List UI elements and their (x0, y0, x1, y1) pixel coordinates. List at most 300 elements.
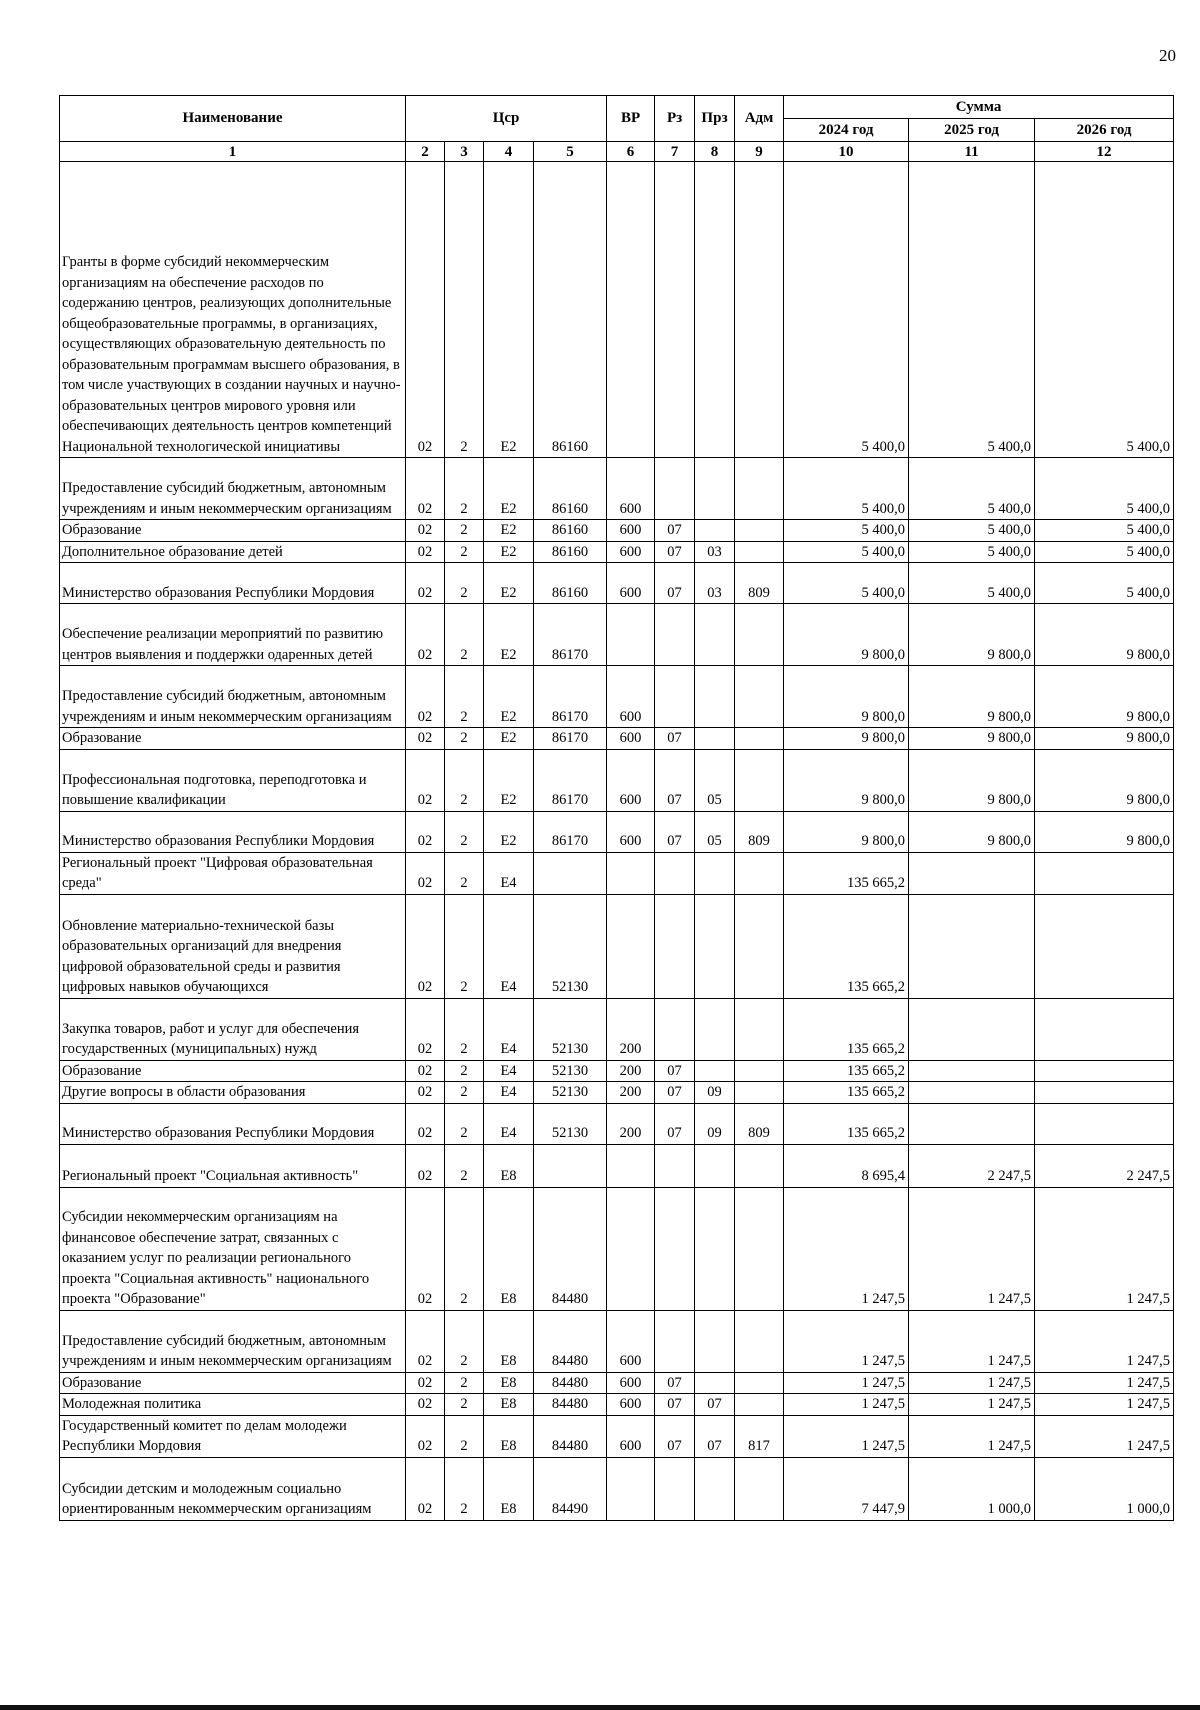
cell-csr-4: Е4 (484, 1082, 534, 1104)
cell-csr-2: 02 (406, 1457, 445, 1520)
cell-rz (655, 998, 695, 1060)
cell-sum-2024: 1 247,5 (784, 1372, 909, 1394)
cell-sum-2025: 1 000,0 (909, 1457, 1035, 1520)
cell-vr: 200 (607, 998, 655, 1060)
cell-csr-5: 52130 (534, 1103, 607, 1144)
header-vr: ВР (607, 96, 655, 142)
cell-prz: 03 (695, 563, 735, 604)
cell-sum-2026: 1 247,5 (1035, 1372, 1174, 1394)
cell-adm (735, 1372, 784, 1394)
cell-vr: 600 (607, 749, 655, 811)
cell-vr (607, 1144, 655, 1187)
cell-sum-2026: 1 247,5 (1035, 1310, 1174, 1372)
cell-csr-4: Е2 (484, 604, 534, 666)
cell-sum-2025: 1 247,5 (909, 1394, 1035, 1416)
cell-csr-2: 02 (406, 520, 445, 542)
cell-rz: 07 (655, 728, 695, 750)
cell-sum-2024: 135 665,2 (784, 894, 909, 998)
cell-rz (655, 458, 695, 520)
table-row (60, 749, 1174, 811)
cell-csr-2: 02 (406, 1082, 445, 1104)
cell-csr-3: 2 (445, 852, 484, 894)
cell-name: Другие вопросы в области образования (60, 1082, 406, 1104)
cell-prz: 07 (695, 1394, 735, 1416)
table-row (60, 1415, 1174, 1457)
cell-csr-2: 02 (406, 1310, 445, 1372)
table-row (60, 894, 1174, 998)
cell-csr-3: 2 (445, 563, 484, 604)
cell-sum-2025: 1 247,5 (909, 1372, 1035, 1394)
cell-sum-2024: 5 400,0 (784, 541, 909, 563)
cell-name: Дополнительное образование детей (60, 541, 406, 563)
header-year-2024: 2024 год (784, 119, 909, 142)
cell-adm (735, 1457, 784, 1520)
cell-name: Предоставление субсидий бюджетным, автономным учреждениям и иным некоммерческим организациям (60, 666, 406, 728)
col-number-12: 12 (1035, 142, 1174, 162)
cell-sum-2025 (909, 998, 1035, 1060)
cell-csr-3: 2 (445, 1144, 484, 1187)
cell-csr-3: 2 (445, 998, 484, 1060)
cell-sum-2026: 5 400,0 (1035, 162, 1174, 458)
cell-sum-2024: 5 400,0 (784, 162, 909, 458)
col-number-8: 8 (695, 142, 735, 162)
header-year-2025: 2025 год (909, 119, 1035, 142)
header-name: Наименование (60, 96, 406, 142)
cell-prz (695, 1372, 735, 1394)
cell-name: Образование (60, 1060, 406, 1082)
cell-prz (695, 1187, 735, 1310)
cell-sum-2026: 9 800,0 (1035, 728, 1174, 750)
cell-csr-2: 02 (406, 894, 445, 998)
cell-csr-3: 2 (445, 749, 484, 811)
cell-csr-3: 2 (445, 1310, 484, 1372)
cell-sum-2026: 1 247,5 (1035, 1394, 1174, 1416)
cell-name: Закупка товаров, работ и услуг для обеспечения государственных (муниципальных) нужд (60, 998, 406, 1060)
header-year-2026: 2026 год (1035, 119, 1174, 142)
cell-sum-2024: 1 247,5 (784, 1310, 909, 1372)
cell-rz: 07 (655, 1060, 695, 1082)
cell-csr-4: Е2 (484, 666, 534, 728)
cell-adm: 809 (735, 1103, 784, 1144)
cell-csr-2: 02 (406, 458, 445, 520)
cell-prz (695, 458, 735, 520)
cell-rz (655, 894, 695, 998)
cell-sum-2025: 2 247,5 (909, 1144, 1035, 1187)
cell-sum-2026 (1035, 1082, 1174, 1104)
cell-csr-5: 84480 (534, 1394, 607, 1416)
cell-csr-4: Е8 (484, 1457, 534, 1520)
cell-sum-2024: 9 800,0 (784, 604, 909, 666)
cell-sum-2025: 5 400,0 (909, 162, 1035, 458)
cell-csr-5: 52130 (534, 998, 607, 1060)
header-prz: Прз (695, 96, 735, 142)
cell-prz: 03 (695, 541, 735, 563)
table-row (60, 162, 1174, 458)
cell-csr-4: Е4 (484, 998, 534, 1060)
cell-csr-4: Е2 (484, 458, 534, 520)
cell-sum-2025: 5 400,0 (909, 563, 1035, 604)
cell-sum-2025 (909, 1082, 1035, 1104)
col-number-4: 4 (484, 142, 534, 162)
cell-sum-2024: 5 400,0 (784, 458, 909, 520)
cell-name: Молодежная политика (60, 1394, 406, 1416)
col-number-6: 6 (607, 142, 655, 162)
cell-csr-2: 02 (406, 811, 445, 852)
cell-vr: 600 (607, 666, 655, 728)
cell-sum-2026: 9 800,0 (1035, 811, 1174, 852)
cell-csr-5: 86160 (534, 162, 607, 458)
cell-csr-5: 84490 (534, 1457, 607, 1520)
cell-rz (655, 1144, 695, 1187)
cell-adm (735, 162, 784, 458)
table-body (60, 162, 1174, 1521)
cell-csr-3: 2 (445, 811, 484, 852)
cell-sum-2026 (1035, 894, 1174, 998)
cell-sum-2025: 5 400,0 (909, 520, 1035, 542)
cell-name: Образование (60, 728, 406, 750)
cell-sum-2024: 1 247,5 (784, 1394, 909, 1416)
cell-csr-2: 02 (406, 1060, 445, 1082)
cell-csr-5: 52130 (534, 1082, 607, 1104)
cell-csr-4: Е2 (484, 563, 534, 604)
cell-csr-4: Е2 (484, 541, 534, 563)
table-row (60, 541, 1174, 563)
cell-csr-2: 02 (406, 1103, 445, 1144)
cell-rz: 07 (655, 541, 695, 563)
cell-csr-2: 02 (406, 998, 445, 1060)
cell-rz: 07 (655, 1415, 695, 1457)
table-row (60, 458, 1174, 520)
cell-csr-5: 86160 (534, 520, 607, 542)
cell-sum-2025: 9 800,0 (909, 811, 1035, 852)
table-row (60, 1187, 1174, 1310)
page-number: 20 (1159, 46, 1176, 65)
cell-name: Образование (60, 520, 406, 542)
cell-csr-3: 2 (445, 1082, 484, 1104)
cell-rz: 07 (655, 520, 695, 542)
col-number-10: 10 (784, 142, 909, 162)
cell-prz (695, 162, 735, 458)
cell-vr (607, 604, 655, 666)
cell-name: Субсидии некоммерческим организациям на финансовое обеспечение затрат, связанных с оказанием услуг по реализации регионального проекта "Социальная активность" национального проекта "Образование" (60, 1187, 406, 1310)
cell-csr-4: Е4 (484, 1060, 534, 1082)
cell-adm: 809 (735, 811, 784, 852)
cell-csr-5: 84480 (534, 1415, 607, 1457)
cell-rz: 07 (655, 563, 695, 604)
cell-vr: 600 (607, 563, 655, 604)
cell-name: Обеспечение реализации мероприятий по развитию центров выявления и поддержки одаренных детей (60, 604, 406, 666)
col-number-5: 5 (534, 142, 607, 162)
cell-sum-2025: 1 247,5 (909, 1415, 1035, 1457)
cell-csr-4: Е2 (484, 811, 534, 852)
cell-csr-5: 86170 (534, 749, 607, 811)
cell-sum-2024: 135 665,2 (784, 852, 909, 894)
cell-csr-4: Е8 (484, 1144, 534, 1187)
table-row (60, 1082, 1174, 1104)
cell-rz (655, 666, 695, 728)
cell-sum-2024: 9 800,0 (784, 728, 909, 750)
cell-name: Государственный комитет по делам молодежи Республики Мордовия (60, 1415, 406, 1457)
cell-sum-2026 (1035, 1103, 1174, 1144)
cell-vr: 600 (607, 458, 655, 520)
cell-csr-3: 2 (445, 1394, 484, 1416)
cell-csr-3: 2 (445, 541, 484, 563)
col-number-7: 7 (655, 142, 695, 162)
cell-name: Субсидии детским и молодежным социально ориентированным некоммерческим организациям (60, 1457, 406, 1520)
header-adm: Адм (735, 96, 784, 142)
cell-sum-2025: 1 247,5 (909, 1187, 1035, 1310)
cell-adm (735, 1082, 784, 1104)
cell-adm (735, 998, 784, 1060)
cell-csr-3: 2 (445, 458, 484, 520)
table-row (60, 1394, 1174, 1416)
cell-csr-2: 02 (406, 162, 445, 458)
cell-csr-2: 02 (406, 728, 445, 750)
table-row (60, 1103, 1174, 1144)
cell-rz (655, 1457, 695, 1520)
cell-rz (655, 1310, 695, 1372)
cell-rz: 07 (655, 811, 695, 852)
cell-csr-5: 86170 (534, 604, 607, 666)
cell-csr-5: 84480 (534, 1310, 607, 1372)
cell-csr-3: 2 (445, 162, 484, 458)
table-row (60, 666, 1174, 728)
cell-csr-3: 2 (445, 1415, 484, 1457)
cell-sum-2024: 5 400,0 (784, 520, 909, 542)
cell-name: Региональный проект "Цифровая образовательная среда" (60, 852, 406, 894)
cell-csr-2: 02 (406, 1144, 445, 1187)
cell-sum-2026 (1035, 998, 1174, 1060)
cell-adm (735, 852, 784, 894)
cell-sum-2024: 7 447,9 (784, 1457, 909, 1520)
cell-sum-2026 (1035, 852, 1174, 894)
cell-name: Обновление материально-технической базы образовательных организаций для внедрения цифровой образовательной среды и развития цифровых навыков обучающихся (60, 894, 406, 998)
cell-csr-2: 02 (406, 666, 445, 728)
cell-csr-4: Е8 (484, 1187, 534, 1310)
cell-sum-2026: 5 400,0 (1035, 520, 1174, 542)
cell-name: Образование (60, 1372, 406, 1394)
cell-adm (735, 541, 784, 563)
cell-sum-2026: 9 800,0 (1035, 666, 1174, 728)
col-number-11: 11 (909, 142, 1035, 162)
cell-sum-2026: 2 247,5 (1035, 1144, 1174, 1187)
cell-sum-2024: 1 247,5 (784, 1187, 909, 1310)
cell-prz (695, 852, 735, 894)
cell-rz: 07 (655, 1103, 695, 1144)
cell-rz: 07 (655, 1372, 695, 1394)
cell-csr-2: 02 (406, 749, 445, 811)
cell-vr: 600 (607, 811, 655, 852)
cell-csr-3: 2 (445, 520, 484, 542)
table-row (60, 998, 1174, 1060)
cell-csr-5: 52130 (534, 1060, 607, 1082)
cell-prz: 07 (695, 1415, 735, 1457)
cell-csr-5: 86170 (534, 728, 607, 750)
cell-name: Министерство образования Республики Мордовия (60, 811, 406, 852)
cell-adm (735, 1144, 784, 1187)
cell-csr-5: 52130 (534, 894, 607, 998)
cell-sum-2024: 135 665,2 (784, 998, 909, 1060)
cell-vr (607, 1187, 655, 1310)
cell-prz (695, 1310, 735, 1372)
cell-prz: 05 (695, 811, 735, 852)
cell-sum-2026: 1 247,5 (1035, 1415, 1174, 1457)
cell-csr-5: 84480 (534, 1372, 607, 1394)
cell-adm (735, 728, 784, 750)
table-row (60, 1457, 1174, 1520)
cell-sum-2025 (909, 894, 1035, 998)
cell-prz (695, 666, 735, 728)
cell-sum-2024: 135 665,2 (784, 1082, 909, 1104)
cell-name: Профессиональная подготовка, переподготовка и повышение квалификации (60, 749, 406, 811)
table-row (60, 604, 1174, 666)
cell-sum-2024: 5 400,0 (784, 563, 909, 604)
cell-sum-2025: 5 400,0 (909, 541, 1035, 563)
cell-csr-4: Е8 (484, 1415, 534, 1457)
cell-sum-2026: 5 400,0 (1035, 458, 1174, 520)
table-row (60, 728, 1174, 750)
cell-rz: 07 (655, 1082, 695, 1104)
cell-vr: 600 (607, 520, 655, 542)
budget-table (59, 95, 1174, 1521)
cell-sum-2025: 9 800,0 (909, 749, 1035, 811)
cell-prz (695, 998, 735, 1060)
cell-sum-2025 (909, 1060, 1035, 1082)
cell-sum-2024: 135 665,2 (784, 1103, 909, 1144)
cell-adm (735, 520, 784, 542)
cell-vr (607, 162, 655, 458)
cell-sum-2024: 9 800,0 (784, 666, 909, 728)
cell-adm (735, 458, 784, 520)
cell-csr-4: Е8 (484, 1394, 534, 1416)
cell-sum-2026: 5 400,0 (1035, 563, 1174, 604)
cell-sum-2024: 8 695,4 (784, 1144, 909, 1187)
scan-edge (0, 1705, 1200, 1710)
cell-sum-2026: 9 800,0 (1035, 604, 1174, 666)
cell-csr-3: 2 (445, 666, 484, 728)
cell-vr: 600 (607, 728, 655, 750)
cell-adm (735, 894, 784, 998)
header-csr: Цср (406, 96, 607, 142)
cell-csr-3: 2 (445, 604, 484, 666)
cell-csr-4: Е2 (484, 162, 534, 458)
cell-sum-2026: 5 400,0 (1035, 541, 1174, 563)
cell-prz (695, 1457, 735, 1520)
cell-adm (735, 1310, 784, 1372)
cell-csr-4: Е8 (484, 1310, 534, 1372)
cell-vr: 200 (607, 1082, 655, 1104)
cell-prz (695, 520, 735, 542)
cell-csr-4: Е2 (484, 728, 534, 750)
cell-vr (607, 894, 655, 998)
cell-csr-5: 86170 (534, 811, 607, 852)
cell-csr-3: 2 (445, 1457, 484, 1520)
cell-csr-4: Е4 (484, 1103, 534, 1144)
cell-vr: 600 (607, 1415, 655, 1457)
cell-rz: 07 (655, 1394, 695, 1416)
cell-prz (695, 894, 735, 998)
cell-vr: 200 (607, 1103, 655, 1144)
table-row (60, 811, 1174, 852)
cell-name: Министерство образования Республики Мордовия (60, 563, 406, 604)
cell-csr-2: 02 (406, 563, 445, 604)
cell-sum-2025: 1 247,5 (909, 1310, 1035, 1372)
table-row (60, 563, 1174, 604)
cell-csr-2: 02 (406, 541, 445, 563)
cell-csr-5: 86170 (534, 666, 607, 728)
cell-prz (695, 604, 735, 666)
table-row (60, 1144, 1174, 1187)
cell-prz (695, 1144, 735, 1187)
cell-csr-3: 2 (445, 1372, 484, 1394)
cell-sum-2026: 1 000,0 (1035, 1457, 1174, 1520)
col-number-9: 9 (735, 142, 784, 162)
cell-name: Министерство образования Республики Мордовия (60, 1103, 406, 1144)
cell-csr-3: 2 (445, 1103, 484, 1144)
cell-sum-2025: 9 800,0 (909, 728, 1035, 750)
cell-csr-5: 86160 (534, 563, 607, 604)
cell-csr-3: 2 (445, 1060, 484, 1082)
cell-csr-5 (534, 1144, 607, 1187)
cell-adm (735, 1187, 784, 1310)
table-row (60, 1310, 1174, 1372)
cell-sum-2025 (909, 1103, 1035, 1144)
cell-csr-2: 02 (406, 1394, 445, 1416)
cell-rz (655, 604, 695, 666)
table-row (60, 852, 1174, 894)
cell-adm (735, 604, 784, 666)
cell-csr-4: Е2 (484, 749, 534, 811)
cell-sum-2025 (909, 852, 1035, 894)
cell-name: Региональный проект "Социальная активность" (60, 1144, 406, 1187)
cell-csr-4: Е4 (484, 894, 534, 998)
table-row (60, 1060, 1174, 1082)
cell-vr: 600 (607, 1310, 655, 1372)
cell-csr-3: 2 (445, 1187, 484, 1310)
header-rz: Рз (655, 96, 695, 142)
cell-csr-2: 02 (406, 604, 445, 666)
cell-prz (695, 1060, 735, 1082)
table-row (60, 1372, 1174, 1394)
cell-adm (735, 1394, 784, 1416)
cell-rz (655, 1187, 695, 1310)
cell-sum-2026 (1035, 1060, 1174, 1082)
cell-sum-2024: 1 247,5 (784, 1415, 909, 1457)
col-number-3: 3 (445, 142, 484, 162)
cell-sum-2025: 9 800,0 (909, 604, 1035, 666)
cell-csr-2: 02 (406, 852, 445, 894)
cell-vr (607, 852, 655, 894)
cell-sum-2025: 9 800,0 (909, 666, 1035, 728)
cell-name: Гранты в форме субсидий некоммерческим организациям на обеспечение расходов по содержанию центров, реализующих дополнительные общеобразовательные программы, в организациях, осуществляющих образовательную деятельность по образовательным программам высшего образования, в том числе участвующих в создании научных и научно-образовательных центров мирового уровня или обеспечивающих деятельность центров компетенций Национальной технологической инициативы (60, 162, 406, 458)
cell-csr-3: 2 (445, 728, 484, 750)
cell-csr-4: Е4 (484, 852, 534, 894)
cell-name: Предоставление субсидий бюджетным, автономным учреждениям и иным некоммерческим организациям (60, 458, 406, 520)
cell-adm: 809 (735, 563, 784, 604)
cell-sum-2026: 1 247,5 (1035, 1187, 1174, 1310)
cell-rz (655, 162, 695, 458)
cell-vr: 600 (607, 541, 655, 563)
cell-csr-5: 86160 (534, 458, 607, 520)
cell-adm (735, 1060, 784, 1082)
cell-csr-2: 02 (406, 1187, 445, 1310)
cell-name: Предоставление субсидий бюджетным, автономным учреждениям и иным некоммерческим организациям (60, 1310, 406, 1372)
cell-sum-2025: 5 400,0 (909, 458, 1035, 520)
cell-vr (607, 1457, 655, 1520)
cell-vr: 200 (607, 1060, 655, 1082)
cell-sum-2024: 9 800,0 (784, 811, 909, 852)
cell-sum-2024: 9 800,0 (784, 749, 909, 811)
